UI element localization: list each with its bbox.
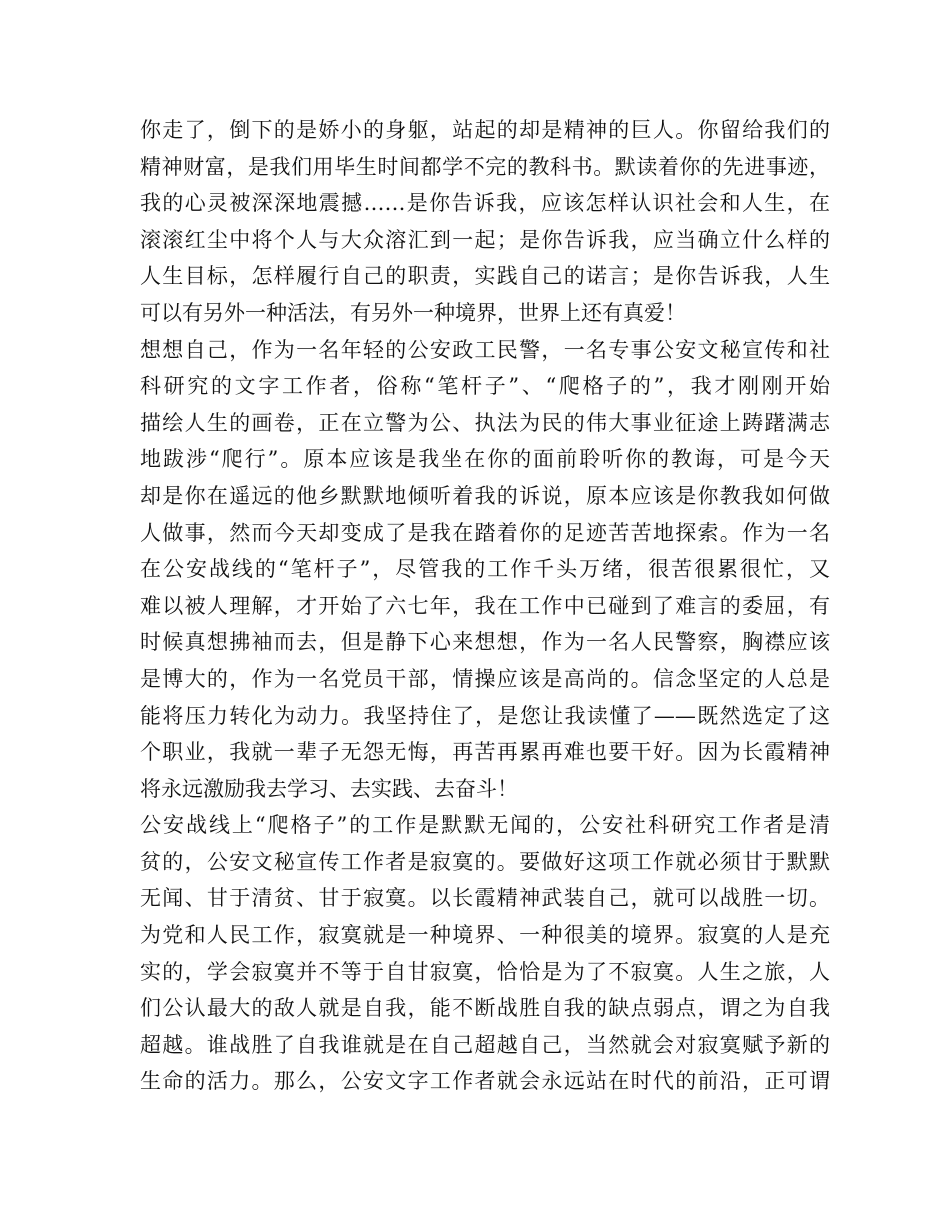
text-line: 能将压力转化为动力。我坚持住了，是您让我读懂了——既然选定了这	[140, 703, 830, 728]
text-line: 却是你在遥远的他乡默默地倾听着我的诉说，原本应该是你教我如何做	[140, 483, 830, 508]
text-line: 无闻、甘于清贫、甘于寂寞。以长霞精神武装自己，就可以战胜一切。	[140, 886, 830, 911]
text-line: 贫的，公安文秘宣传工作者是寂寞的。要做好这项工作就必须甘于默默	[140, 849, 830, 874]
text-line: 我的心灵被深深地震撼……是你告诉我，应该怎样认识社会和人生，在	[140, 191, 830, 216]
text-line: 你走了，倒下的是娇小的身躯，站起的却是精神的巨人。你留给我们的	[140, 118, 830, 142]
text-line: 地跋涉“爬行”。原本应该是我坐在你的面前聆听你的教诲，可是今天	[140, 447, 830, 472]
text-line: 人生目标，怎样履行自己的职责，实践自己的诺言；是你告诉我，人生	[140, 264, 830, 289]
text-line: 为党和人民工作，寂寞就是一种境界、一种很美的境界。寂寞的人是充	[140, 923, 830, 948]
text-line: 将永远激励我去学习、去实践、去奋斗！	[140, 776, 518, 801]
text-line: 滚滚红尘中将个人与大众溶汇到一起；是你告诉我，应当确立什么样的	[140, 227, 830, 252]
body-text	[140, 112, 830, 1100]
text-line: 描绘人生的画卷，正在立警为公、执法为民的伟大事业征途上踌躇满志	[140, 410, 830, 435]
text-line: 生命的活力。那么，公安文字工作者就会永远站在时代的前沿，正可谓	[140, 1069, 830, 1094]
text-line: 可以有另外一种活法，有另外一种境界，世界上还有真爱！	[140, 300, 686, 325]
text-line: 精神财富，是我们用毕生时间都学不完的教科书。默读着你的先进事迹，	[140, 154, 830, 179]
text-line: 难以被人理解，才开始了六七年，我在工作中已碰到了难言的委屈，有	[140, 593, 830, 618]
text-line: 在公安战线的“笔杆子”，尽管我的工作千头万绪，很苦很累很忙，又	[140, 557, 830, 582]
text-line: 们公认最大的敌人就是自我，能不断战胜自我的缺点弱点，谓之为自我	[140, 996, 830, 1021]
text-line: 超越。谁战胜了自我谁就是在自己超越自己，当然就会对寂寞赋予新的	[140, 1032, 830, 1057]
text-line: 人做事，然而今天却变成了是我在踏着你的足迹苦苦地探索。作为一名	[140, 520, 830, 545]
text-line: 科研究的文字工作者，俗称“笔杆子”、“爬格子的”，我才刚刚开始	[140, 374, 830, 399]
text-line: 想想自己，作为一名年轻的公安政工民警，一名专事公安文秘宣传和社	[140, 337, 830, 362]
text-line: 实的，学会寂寞并不等于自甘寂寞，恰恰是为了不寂寞。人生之旅，人	[140, 959, 830, 984]
text-line: 是博大的，作为一名党员干部，情操应该是高尚的。信念坚定的人总是	[140, 666, 830, 691]
text-line: 时候真想拂袖而去，但是静下心来想想，作为一名人民警察，胸襟应该	[140, 630, 830, 655]
text-line: 公安战线上“爬格子”的工作是默默无闻的，公安社科研究工作者是清	[140, 813, 830, 838]
text-line: 个职业，我就一辈子无怨无悔，再苦再累再难也要干好。因为长霞精神	[140, 740, 830, 765]
